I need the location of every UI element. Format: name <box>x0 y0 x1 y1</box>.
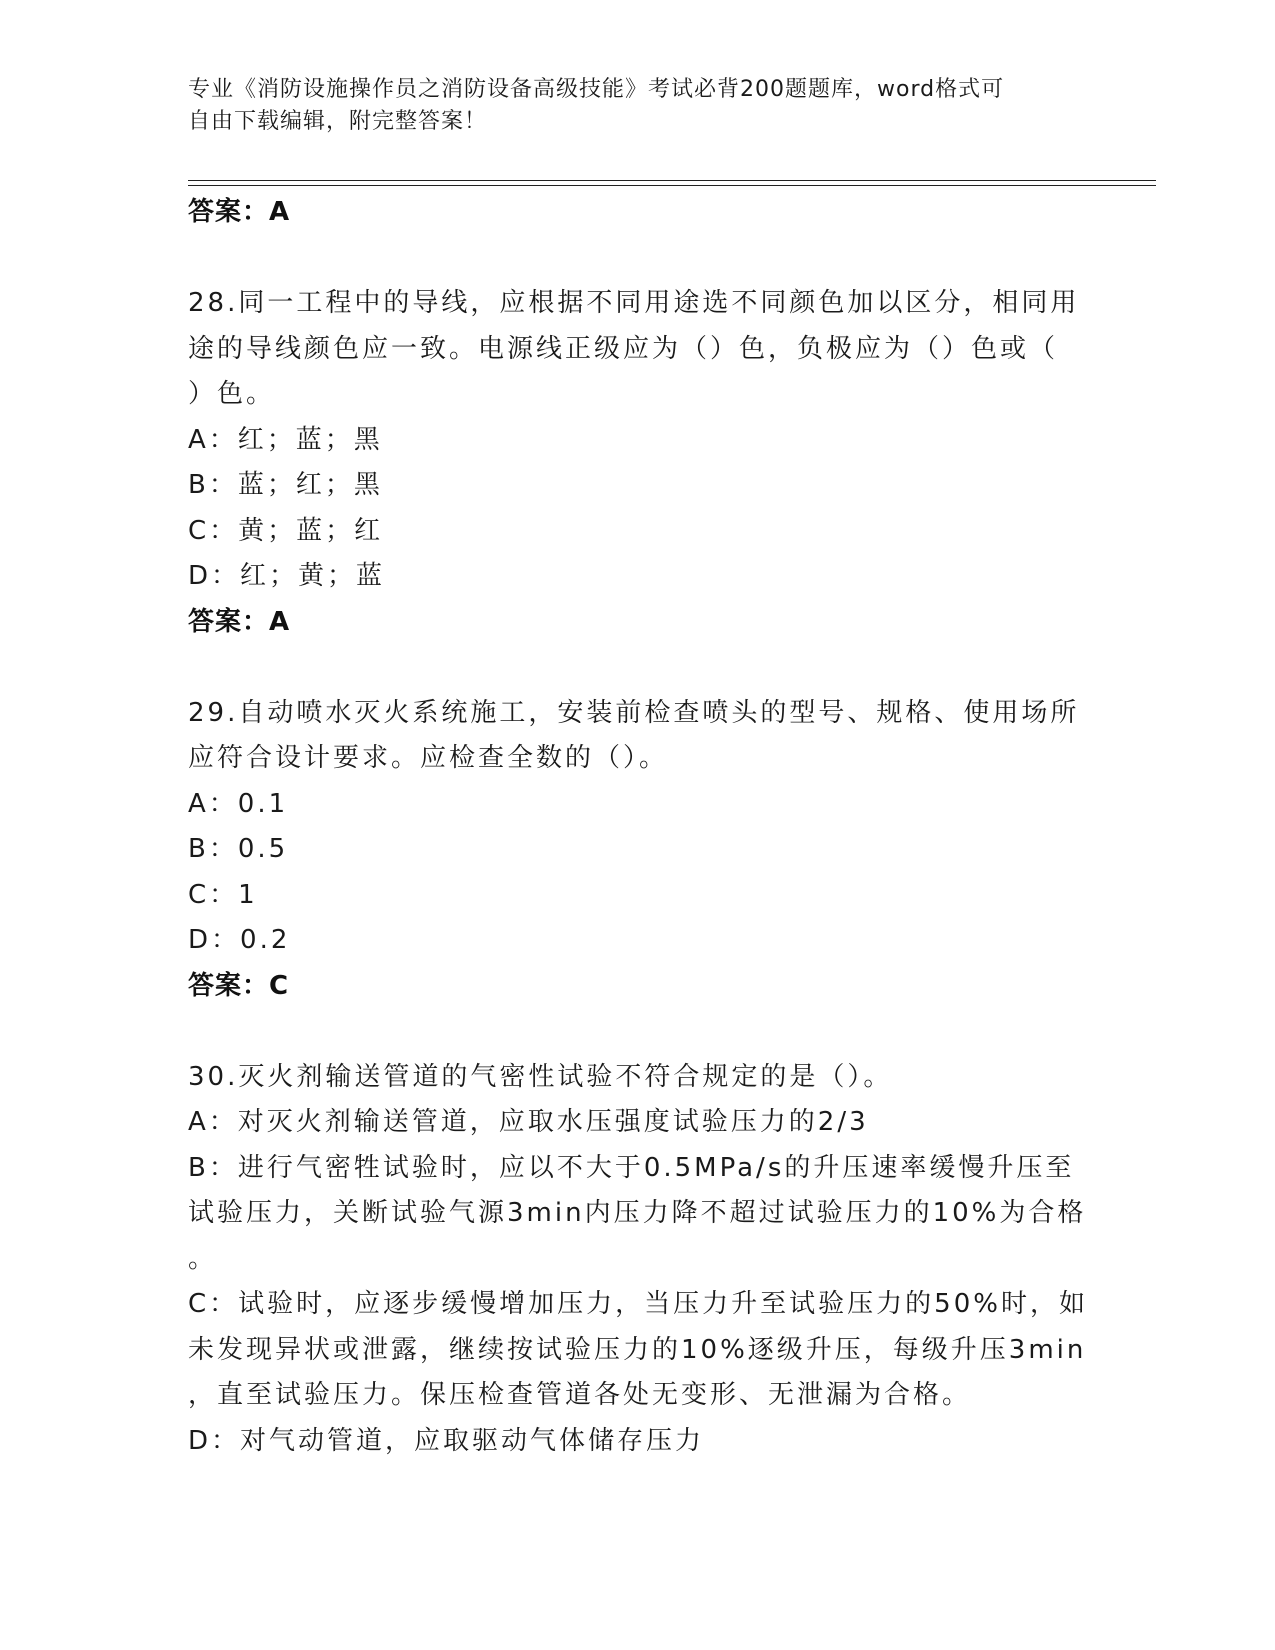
document-header <box>188 74 1068 138</box>
option-b: B：0.5 <box>188 834 289 864</box>
answer-line: 答案：C <box>188 970 290 1001</box>
spacer <box>188 645 1088 691</box>
option-b-continued: 试验压力，关断试验气源3min内压力降不超过试验压力的10%为合格 <box>188 1198 1087 1228</box>
question-text: 28.同一工程中的导线，应根据不同用途选不同颜色加以区分，相同用 <box>188 288 1080 318</box>
option-c: C：1 <box>188 879 258 910</box>
option-d: D：对气动管道，应取驱动气体储存压力 <box>188 1425 705 1456</box>
option-c: C：试验时，应逐步缓慢增加压力，当压力升至试验压力的50%时，如 <box>188 1289 1088 1319</box>
question-text: 途的导线颜色应一致。电源线正级应为（）色，负极应为（）色或（ <box>188 333 1059 364</box>
question-text: 29.自动喷水灭火系统施工，安装前检查喷头的型号、规格、使用场所 <box>188 697 1080 728</box>
answer-line: 答案：A <box>188 197 291 227</box>
option-c-continued: 未发现异状或泄露，继续按试验压力的10%逐级升压，每级升压3min <box>188 1334 1087 1365</box>
header-line: 自由下载编辑，附完整答案！ <box>188 109 488 134</box>
option-a: A：红；蓝；黑 <box>188 424 383 455</box>
spacer <box>188 1009 1088 1055</box>
option-c: C：黄；蓝；红 <box>188 515 384 546</box>
question-text: 30.灭火剂输送管道的气密性试验不符合规定的是（）。 <box>188 1061 893 1092</box>
option-d: D：0.2 <box>188 925 291 955</box>
option-c-continued: ，直至试验压力。保压检查管道各处无变形、无泄漏为合格。 <box>188 1380 972 1410</box>
header-divider-top <box>188 180 1156 181</box>
question-text: ）色。 <box>188 379 276 409</box>
question-block <box>188 1055 1088 1465</box>
option-b-continued: 。 <box>188 1243 218 1274</box>
header-divider-bottom <box>188 185 1156 186</box>
answer-line: 答案：A <box>188 606 291 637</box>
question-text: 应符合设计要求。应检查全数的（）。 <box>188 743 669 773</box>
option-d: D：红；黄；蓝 <box>188 561 386 591</box>
header-line: 专业《消防设施操作员之消防设备高级技能》考试必背200题题库，word格式可 <box>188 77 1005 102</box>
question-block <box>188 691 1088 1010</box>
question-block <box>188 281 1088 645</box>
spacer <box>188 236 1088 282</box>
option-a: A：对灭火剂输送管道，应取水压强度试验压力的2/3 <box>188 1107 869 1137</box>
question-list <box>188 190 1088 1464</box>
option-a: A：0.1 <box>188 788 289 819</box>
option-b: B：进行气密牲试验时，应以不大于0.5MPa/s的升压速率缓慢升压至 <box>188 1152 1075 1183</box>
option-b: B：蓝；红；黑 <box>188 470 383 500</box>
